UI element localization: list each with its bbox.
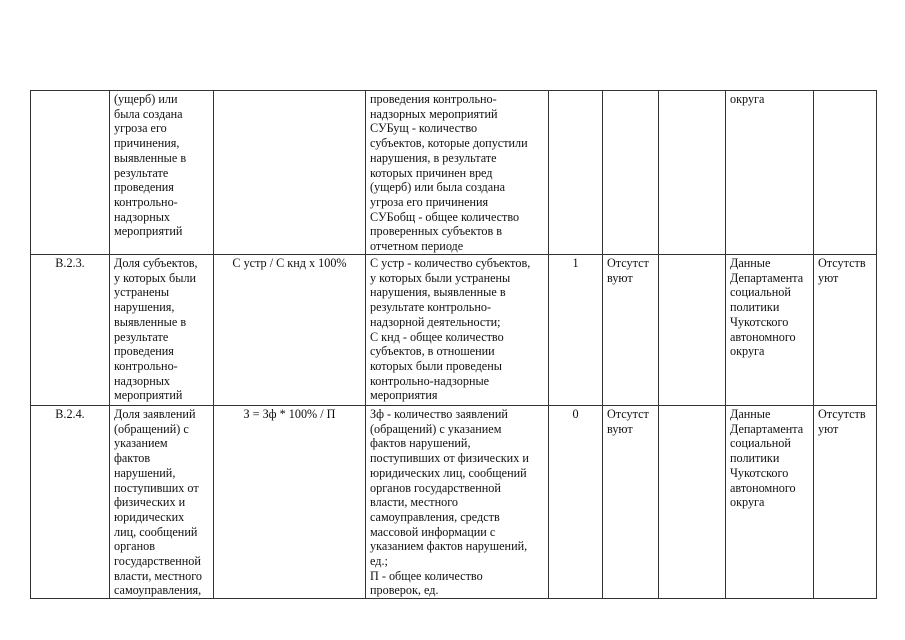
- indicator-value: [549, 91, 603, 255]
- indicator-formula: З = Зф * 100% / П: [214, 406, 366, 599]
- table-row: [31, 406, 877, 599]
- indicator-number: [31, 91, 110, 255]
- indicator-source: Данные Департамента социальной политики Чукотского автономного округа: [726, 255, 814, 406]
- indicator-formula: С устр / С кнд х 100%: [214, 255, 366, 406]
- indicator-name: Доля заявлений (обращений) с указанием фактов нарушений, поступивших от физических и юридических лиц, сообщений органов государственной власти, местного самоуправления,: [110, 406, 214, 599]
- indicator-name: (ущерб) или была создана угроза его причинения, выявленные в результате проведения контрольно- надзорных мероприятий: [110, 91, 214, 255]
- indicator-col6: [603, 91, 659, 255]
- indicator-col6: Отсутст вуют: [603, 255, 659, 406]
- indicator-col6: Отсутст вуют: [603, 406, 659, 599]
- indicator-value: 1: [549, 255, 603, 406]
- indicator-col7: [659, 406, 726, 599]
- indicator-value: 0: [549, 406, 603, 599]
- indicator-col7: [659, 91, 726, 255]
- indicator-col9: [814, 91, 877, 255]
- indicator-number: В.2.3.: [31, 255, 110, 406]
- indicator-source: округа: [726, 91, 814, 255]
- indicator-col7: [659, 255, 726, 406]
- indicator-formula: [214, 91, 366, 255]
- indicator-col9: Отсутств уют: [814, 255, 877, 406]
- indicator-description: С устр - количество субъектов, у которых были устранены нарушения, выявленные в результате контрольно- надзорной деятельности; С кнд - общее количество субъектов, в отношении которых были проведены контрольно-надзорные мероприятия: [366, 255, 549, 406]
- indicator-description: проведения контрольно- надзорных мероприятий СУБущ - количество субъектов, которые допустили нарушения, в результате которых причинен вред (ущерб) или была создана угроза его причинения СУБобщ - общее количество проверенных субъектов в отчетном периоде: [366, 91, 549, 255]
- indicator-name: Доля субъектов, у которых были устранены нарушения, выявленные в результате проведения контрольно- надзорных мероприятий: [110, 255, 214, 406]
- indicators-table: [30, 90, 877, 599]
- table-row: [31, 255, 877, 406]
- indicator-col9: Отсутств уют: [814, 406, 877, 599]
- table-row: [31, 91, 877, 255]
- indicator-number: В.2.4.: [31, 406, 110, 599]
- indicator-description: Зф - количество заявлений (обращений) с указанием фактов нарушений, поступивших от физических и юридических лиц, сообщений органов государственной власти, местного самоуправления, средств массовой информации с указанием фактов нарушений, ед.; П - общее количество проверок, ед.: [366, 406, 549, 599]
- indicator-source: Данные Департамента социальной политики Чукотского автономного округа: [726, 406, 814, 599]
